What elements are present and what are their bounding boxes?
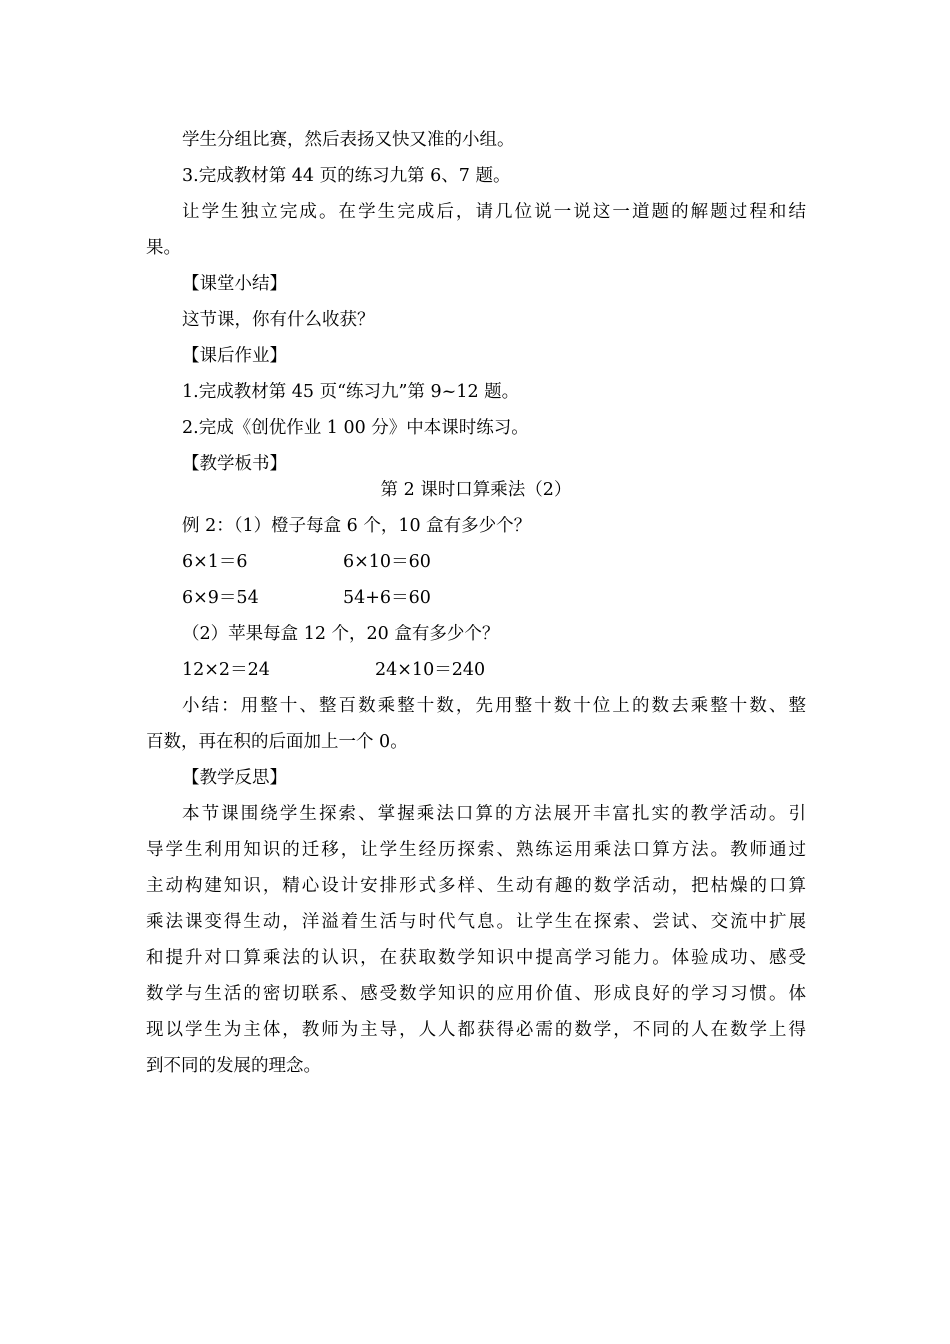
equation-1a: 6×1＝6 <box>182 552 248 572</box>
heading-class-summary: 【课堂小结】 <box>182 274 287 294</box>
heading-reflection: 【教学反思】 <box>182 768 287 788</box>
example-2-part-1: 例 2：（1）橙子每盒 6 个，10 盒有多少个？ <box>182 516 532 536</box>
equation-2a: 6×9＝54 <box>182 588 259 608</box>
blackboard-title: 第 2 课时口算乘法（2） <box>380 480 572 500</box>
reflection-line-1: 本节课围绕学生探索、掌握乘法口算的方法展开丰富扎实的教学活动。引 <box>182 804 806 824</box>
paragraph-group-competition: 学生分组比赛，然后表扬又快又准的小组。 <box>182 130 515 150</box>
paragraph-independent-line2: 果。 <box>146 238 181 258</box>
example-2-part-2: （2）苹果每盒 12 个，20 盒有多少个？ <box>182 624 500 644</box>
board-summary-line2: 百数，再在积的后面加上一个 0。 <box>146 732 408 752</box>
reflection-line-7: 现以学生为主体，教师为主导，人人都获得必需的数学，不同的人在数学上得 <box>146 1020 806 1040</box>
paragraph-summary-question: 这节课，你有什么收获？ <box>182 310 375 330</box>
paragraph-independent-line1: 让学生独立完成。在学生完成后，请几位说一说这一道题的解题过程和结 <box>182 202 806 222</box>
reflection-line-2: 导学生利用知识的迁移，让学生经历探索、熟练运用乘法口算方法。教师通过 <box>146 840 806 860</box>
equation-3b: 24×10＝240 <box>375 660 486 680</box>
reflection-line-8: 到不同的发展的理念。 <box>146 1056 321 1076</box>
equation-1b: 6×10＝60 <box>343 552 431 572</box>
equation-2b: 54+6＝60 <box>343 588 431 608</box>
reflection-line-6: 数学与生活的密切联系、感受数学知识的应用价值、形成良好的学习习惯。体 <box>146 984 806 1004</box>
board-summary-line1: 小结：用整十、整百数乘整十数，先用整十数十位上的数去乘整十数、整 <box>182 696 806 716</box>
homework-item-1: 1.完成教材第 45 页“练习九”第 9~12 题。 <box>182 382 520 402</box>
reflection-line-5: 和提升对口算乘法的认识，在获取数学知识中提高学习能力。体验成功、感受 <box>146 948 806 968</box>
homework-item-2: 2.完成《创优作业 1 00 分》中本课时练习。 <box>182 418 529 438</box>
heading-blackboard: 【教学板书】 <box>182 454 287 474</box>
heading-homework: 【课后作业】 <box>182 346 287 366</box>
paragraph-exercise-3: 3.完成教材第 44 页的练习九第 6、7 题。 <box>182 166 511 186</box>
reflection-line-3: 主动构建知识，精心设计安排形式多样、生动有趣的数学活动，把枯燥的口算 <box>146 876 806 896</box>
equation-3a: 12×2＝24 <box>182 660 270 680</box>
reflection-line-4: 乘法课变得生动，洋溢着生活与时代气息。让学生在探索、尝试、交流中扩展 <box>146 912 806 932</box>
